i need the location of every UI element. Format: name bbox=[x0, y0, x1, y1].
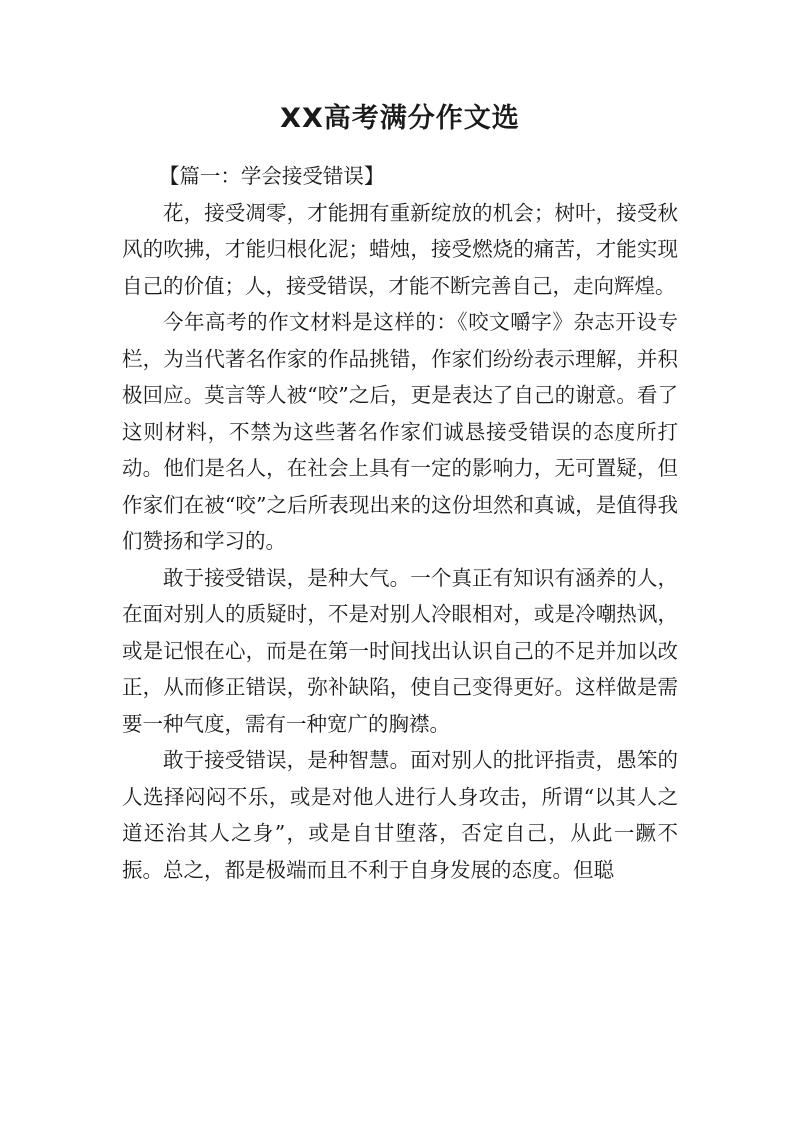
document-body bbox=[122, 158, 678, 888]
paragraph-3: 敢于接受错误，是种大气。一个真正有知识有涵养的人，在面对别人的质疑时，不是对别人冷眼相对，或是冷嘲热讽，或是记恨在心，而是在第一时间找出认识自己的不足并加以改正，从而修正错误，弥补缺陷，使自己变得更好。这样做是需要一种气度，需有一种宽广的胸襟。 bbox=[122, 565, 678, 736]
paragraph-1: 花，接受凋零，才能拥有重新绽放的机会；树叶，接受秋风的吹拂，才能归根化泥；蜡烛，接受燃烧的痛苦，才能实现自己的价值；人，接受错误，才能不断完善自己，走向辉煌。 bbox=[122, 200, 678, 298]
section-heading: 【篇一：学会接受错误】 bbox=[158, 164, 385, 188]
paragraph-4: 敢于接受错误，是种智慧。面对别人的批评指责，愚笨的人选择闷闷不乐，或是对他人进行人身攻击，所谓“以其人之道还治其人之身”，或是自甘堕落，否定自己，从此一蹶不振。总之，都是极端而且不利于自身发展的态度。但聪 bbox=[122, 748, 678, 882]
paragraph-2: 今年高考的作文材料是这样的：《咬文嚼字》杂志开设专栏，为当代著名作家的作品挑错，作家们纷纷表示理解，并积极回应。莫言等人被“咬”之后，更是表达了自己的谢意。看了这则材料，不禁为这些著名作家们诚恳接受错误的态度所打动。他们是名人，在社会上具有一定的影响力，无可置疑，但作家们在被“咬”之后所表现出来的这份坦然和真诚，是值得我们赞扬和学习的。 bbox=[122, 310, 678, 553]
document-title: XX高考满分作文选 bbox=[280, 103, 520, 134]
